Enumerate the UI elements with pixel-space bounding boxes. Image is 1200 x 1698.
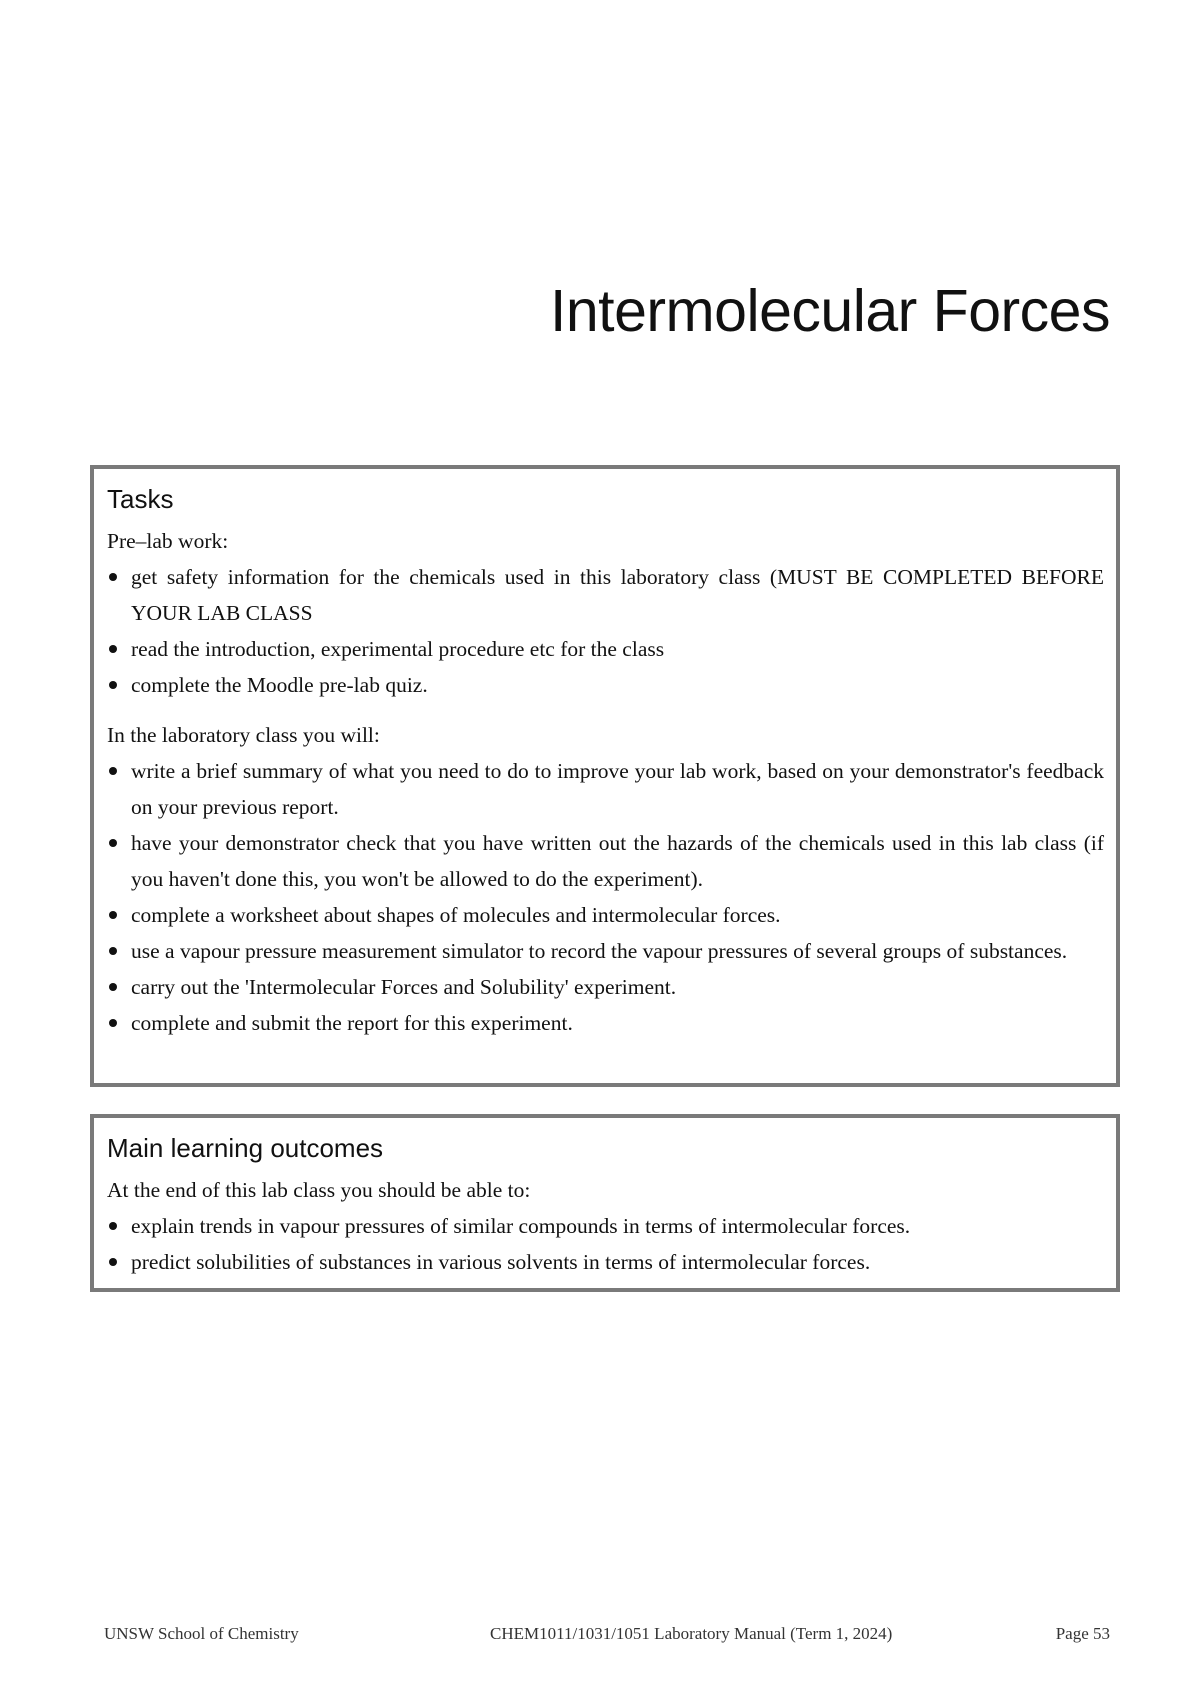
list-item: write a brief summary of what you need to do to improve your lab work, based on your demonstrator's feedback on your previous report. <box>107 753 1104 825</box>
bullet-icon <box>109 983 117 991</box>
list-item: predict solubilities of substances in various solvents in terms of intermolecular forces. <box>107 1244 1104 1280</box>
tasks-heading: Tasks <box>107 484 174 514</box>
bullet-icon <box>109 947 117 955</box>
bullet-icon <box>109 767 117 775</box>
list-item: read the introduction, experimental procedure etc for the class <box>107 631 1104 667</box>
outcomes-list <box>107 1208 1104 1280</box>
lab-intro: In the laboratory class you will: <box>107 723 380 747</box>
tasks-box <box>90 465 1120 1087</box>
list-item: complete the Moodle pre-lab quiz. <box>107 667 1104 703</box>
list-item: get safety information for the chemicals used in this laboratory class (MUST BE COMPLETED BEFORE YOUR LAB CLASS <box>107 559 1104 631</box>
prelab-list <box>107 559 1104 703</box>
bullet-icon <box>109 1019 117 1027</box>
list-item: complete and submit the report for this experiment. <box>107 1005 1104 1041</box>
outcomes-heading: Main learning outcomes <box>107 1133 384 1163</box>
bullet-icon <box>109 1258 117 1266</box>
footer-page-number: Page 53 <box>1055 1624 1110 1643</box>
bullet-icon <box>109 911 117 919</box>
bullet-icon <box>109 645 117 653</box>
list-item: carry out the 'Intermolecular Forces and Solubility' experiment. <box>107 969 1104 1005</box>
footer-manual-title: CHEM1011/1031/1051 Laboratory Manual (Term 1, 2024) <box>490 1624 893 1643</box>
prelab-intro: Pre–lab work: <box>107 529 229 553</box>
list-item: use a vapour pressure measurement simulator to record the vapour pressures of several groups of substances. <box>107 933 1104 969</box>
list-item: have your demonstrator check that you have written out the hazards of the chemicals used in this lab class (if you haven't done this, you won't be allowed to do the experiment). <box>107 825 1104 897</box>
footer-school: UNSW School of Chemistry <box>104 1624 299 1643</box>
bullet-icon <box>109 573 117 581</box>
learning-outcomes-box <box>90 1114 1120 1292</box>
bullet-icon <box>109 839 117 847</box>
lab-list <box>107 753 1104 1041</box>
outcomes-intro: At the end of this lab class you should be able to: <box>107 1178 531 1202</box>
page-title: Intermolecular Forces <box>549 278 1110 344</box>
bullet-icon <box>109 681 117 689</box>
bullet-icon <box>109 1222 117 1230</box>
list-item: complete a worksheet about shapes of molecules and intermolecular forces. <box>107 897 1104 933</box>
list-item: explain trends in vapour pressures of similar compounds in terms of intermolecular forces. <box>107 1208 1104 1244</box>
